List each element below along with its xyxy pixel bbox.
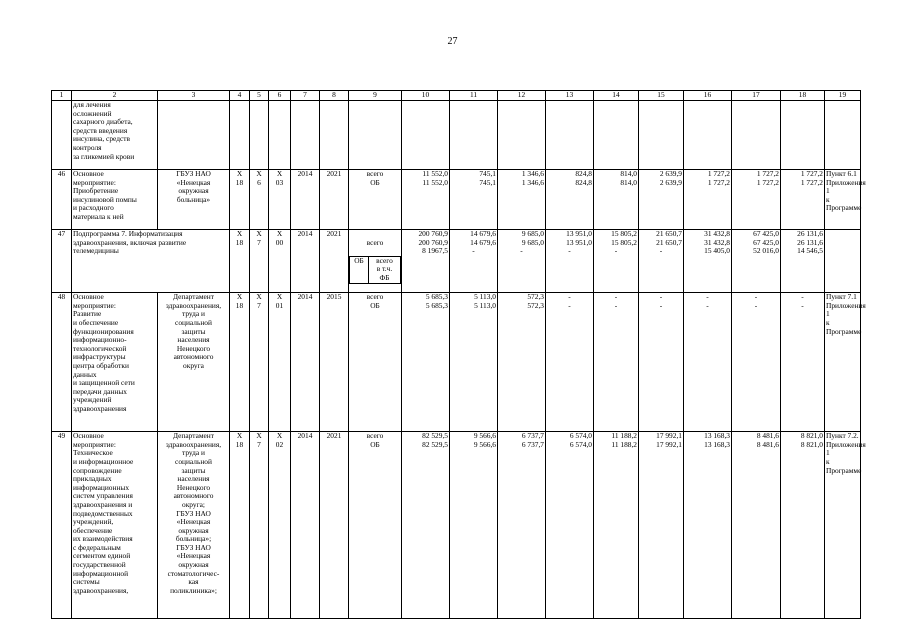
code-cell: Х [236, 169, 243, 178]
value-cell: 814,0 [620, 169, 637, 178]
code-cell: 7 [257, 439, 261, 449]
value-cell: 9 566,6 [473, 431, 496, 441]
code-cell: 03 [275, 177, 284, 187]
program-table [51, 90, 866, 619]
code-cell: 18 [235, 439, 244, 449]
value-cell: 824,8 [575, 169, 592, 178]
value-cell: 6 737,7 [521, 431, 544, 441]
header-cell: 14 [594, 91, 639, 101]
source-cell: всего [366, 431, 384, 441]
value-cell: 15 805,2 [611, 229, 637, 238]
value-cell: - [568, 300, 571, 310]
value-cell: 5 113,0 [474, 292, 496, 302]
code-cell: 18 [235, 300, 244, 310]
row-note: Пункт 6.1 Приложения 1 к Программе [825, 170, 861, 230]
value-cell: 82 529,5 [422, 431, 448, 441]
value-cell: 824,8 [575, 177, 592, 187]
code-cell: Х [256, 292, 262, 302]
value-cell: 82 529,5 [422, 439, 448, 449]
header-cell: 9 [349, 91, 402, 101]
header-cell: 17 [732, 91, 781, 101]
value-cell: 8 481,6 [756, 431, 779, 441]
value-cell: - [706, 292, 709, 302]
value-cell: - [706, 300, 709, 310]
source-cell: ОБ [370, 177, 380, 187]
code-cell: 7 [257, 237, 261, 247]
header-cell: 3 [158, 91, 230, 101]
header-cell: 6 [269, 91, 291, 101]
header-cell: 13 [546, 91, 594, 101]
table-row [52, 432, 861, 619]
value-cell: 8 481,6 [756, 439, 779, 449]
value-cell: 21 650,7 [656, 229, 682, 238]
value-cell: 26 131,6 [797, 229, 823, 238]
value-cell: 67 425,0 [753, 237, 779, 247]
row-executor: Департамент здравоохранения, труда и социальной защиты населения Ненецкого автономного округа [158, 293, 230, 432]
header-cell: 19 [825, 91, 861, 101]
year-end: 2015 [320, 293, 349, 432]
value-cell: 572,3 [527, 300, 544, 310]
header-cell: 2 [72, 91, 158, 101]
header-cell: 10 [402, 91, 450, 101]
value-cell: 5 685,3 [425, 292, 448, 302]
value-cell: 1 727,2 [800, 177, 823, 187]
header-cell: 18 [781, 91, 825, 101]
value-cell: - [659, 300, 663, 310]
header-cell: 11 [450, 91, 498, 101]
row-description: для лечения осложнений сахарного диабета, средств введения инсулина, средств контроля за гликемией крови [72, 101, 158, 170]
value-cell: 6 574,0 [569, 439, 592, 449]
source-cell: всего [366, 169, 384, 178]
value-cell: - [659, 246, 663, 256]
value-cell: 5 685,3 [425, 300, 448, 310]
code-cell: Х [256, 229, 262, 238]
value-cell: 1 346,6 [521, 177, 544, 187]
header-cell: 7 [291, 91, 320, 101]
table-row [52, 101, 861, 170]
value-cell: - [659, 292, 663, 302]
year-start: 2014 [291, 293, 320, 432]
value-cell: - [614, 300, 618, 310]
row-description: Основное мероприятие: Техническое и информационное сопровождение прикладных информационных систем управления здравоохранения и подведомственных учреждений, обеспечение их взаимодействия с федеральным сегментом единой государственной информационной системы здравоохранения, [72, 432, 158, 619]
value-cell: 13 951,0 [566, 229, 592, 238]
table-row [52, 170, 861, 230]
value-cell: 200 760,9 [418, 237, 448, 247]
header-cell: 5 [250, 91, 269, 101]
value-cell: 1 727,2 [707, 169, 730, 178]
value-cell: 13 168,3 [704, 431, 730, 441]
code-cell: Х [236, 229, 243, 238]
value-cell: 1 727,2 [756, 177, 779, 187]
code-cell: 02 [275, 439, 284, 449]
source-cell: всего [366, 292, 384, 302]
row-note: Пункт 7.1 Приложения 1 к Программе [825, 293, 861, 432]
row-executor: Департамент здравоохранения, труда и социальной защиты населения Ненецкого автономного округа; ГБУЗ НАО «Ненецкая окружная больница»; ГБУЗ НАО «Ненецкая окружная стоматологичес- кая поликлиника»; [158, 432, 230, 619]
row-number: 48 [52, 293, 72, 432]
code-cell: 6 [257, 177, 261, 187]
header-cell: 4 [230, 91, 250, 101]
header-cell: 16 [684, 91, 732, 101]
value-cell: 6 574,0 [569, 431, 592, 441]
row-description: Подпрограмма 7. Информатизация здравоохранения, включая развитие телемедицины [72, 230, 230, 293]
header-cell: 1 [52, 91, 72, 101]
value-cell: 13 168,3 [704, 439, 730, 449]
value-cell: 21 650,7 [656, 237, 682, 247]
value-cell: 14 546,5 [797, 246, 823, 256]
value-cell: 26 131,6 [797, 237, 823, 247]
source-cell: в т.ч. ФБ [376, 264, 393, 282]
value-cell: 2 639,9 [659, 177, 682, 187]
source-cell: ОБ [350, 256, 369, 283]
value-cell: 1 727,2 [707, 177, 730, 187]
code-cell: Х [276, 431, 283, 441]
value-cell: 14 679,6 [470, 237, 496, 247]
row-number: 47 [52, 230, 72, 293]
value-cell: 200 760,9 [418, 229, 448, 238]
value-cell: 1 346,6 [521, 169, 544, 178]
table-row [52, 230, 861, 293]
source-cell: всего [366, 237, 384, 247]
value-cell: 8 1967,5 [422, 246, 448, 256]
source-cell: ОБ [370, 300, 380, 310]
value-cell: 9 685,0 [521, 229, 544, 238]
value-cell: - [520, 246, 523, 256]
header-cell: 8 [320, 91, 349, 101]
value-cell: 11 188,2 [611, 439, 637, 449]
code-cell: Х [256, 431, 262, 441]
value-cell: 11 552,0 [422, 177, 448, 187]
value-cell: 1 727,2 [800, 169, 823, 178]
value-cell: - [614, 292, 618, 302]
year-start: 2014 [291, 432, 320, 619]
value-cell: 15 805,2 [611, 237, 637, 247]
code-cell: 01 [275, 300, 284, 310]
row-note [825, 230, 861, 293]
value-cell: - [754, 300, 758, 310]
value-cell: 31 432,8 [704, 237, 730, 247]
year-start: 2014 [291, 170, 320, 230]
value-cell: 8 821,0 [800, 431, 823, 441]
row-note: Пункт 7.2. Приложения 1 к Программе [825, 432, 861, 619]
table-row [52, 293, 861, 432]
value-cell: 15 405,0 [704, 246, 730, 256]
code-cell: 00 [275, 237, 284, 247]
value-cell: - [568, 292, 571, 302]
row-number: 49 [52, 432, 72, 619]
value-cell: - [801, 300, 804, 310]
code-cell: Х [276, 169, 283, 178]
code-cell: 7 [257, 300, 261, 310]
value-cell: 31 432,8 [704, 229, 730, 238]
value-cell: 17 992,1 [656, 431, 682, 441]
page-number: 27 [447, 36, 458, 47]
code-cell: Х [276, 229, 283, 238]
value-cell: 6 737,7 [521, 439, 544, 449]
value-cell: 14 679,6 [470, 229, 496, 238]
value-cell: 2 639,9 [659, 169, 682, 178]
value-cell: - [568, 246, 571, 256]
code-cell: Х [236, 431, 243, 441]
code-cell: Х [276, 292, 283, 302]
value-cell: 572,3 [527, 292, 544, 302]
row-executor: ГБУЗ НАО «Ненецкая окружная больница» [158, 170, 230, 230]
code-cell: Х [256, 169, 262, 178]
value-cell: 17 992,1 [656, 439, 682, 449]
value-cell: 11 188,2 [611, 431, 637, 441]
value-cell: 11 552,0 [422, 169, 448, 178]
row-description: Основное мероприятие: Развитие и обеспечение функционирования информационно- технологической инфраструктуры центра обработки данных и защищенной сети передачи данных учреждений здравоохранения [72, 293, 158, 432]
value-cell: - [614, 246, 618, 256]
value-cell: 8 821,0 [800, 439, 823, 449]
value-cell: 13 951,0 [566, 237, 592, 247]
header-cell: 12 [498, 91, 546, 101]
code-cell: 18 [235, 237, 244, 247]
value-cell: - [472, 246, 475, 256]
value-cell: 5 113,0 [474, 300, 496, 310]
row-number: 46 [52, 170, 72, 230]
value-cell: 1 727,2 [756, 169, 779, 178]
source-cell: ОБ [370, 439, 380, 449]
value-cell: - [754, 292, 758, 302]
value-cell: 745,1 [479, 177, 496, 187]
year-start: 2014 [291, 230, 320, 293]
year-end: 2021 [320, 170, 349, 230]
value-cell: 745,1 [479, 169, 496, 178]
code-cell: 18 [235, 177, 244, 187]
source-cell: всего [376, 255, 393, 265]
value-cell: 9 685,0 [521, 237, 544, 247]
year-end: 2021 [320, 230, 349, 293]
code-cell: Х [236, 292, 243, 302]
header-cell: 15 [639, 91, 684, 101]
value-cell: 814,0 [620, 177, 637, 187]
value-cell: 67 425,0 [753, 229, 779, 238]
header-row [52, 91, 861, 101]
value-cell: 9 566,6 [473, 439, 496, 449]
year-end: 2021 [320, 432, 349, 619]
value-cell: - [801, 292, 804, 302]
row-description: Основное мероприятие: Приобретение инсулиновой помпы и расходного материала к ней [72, 170, 158, 230]
value-cell: 52 016,0 [753, 246, 779, 256]
